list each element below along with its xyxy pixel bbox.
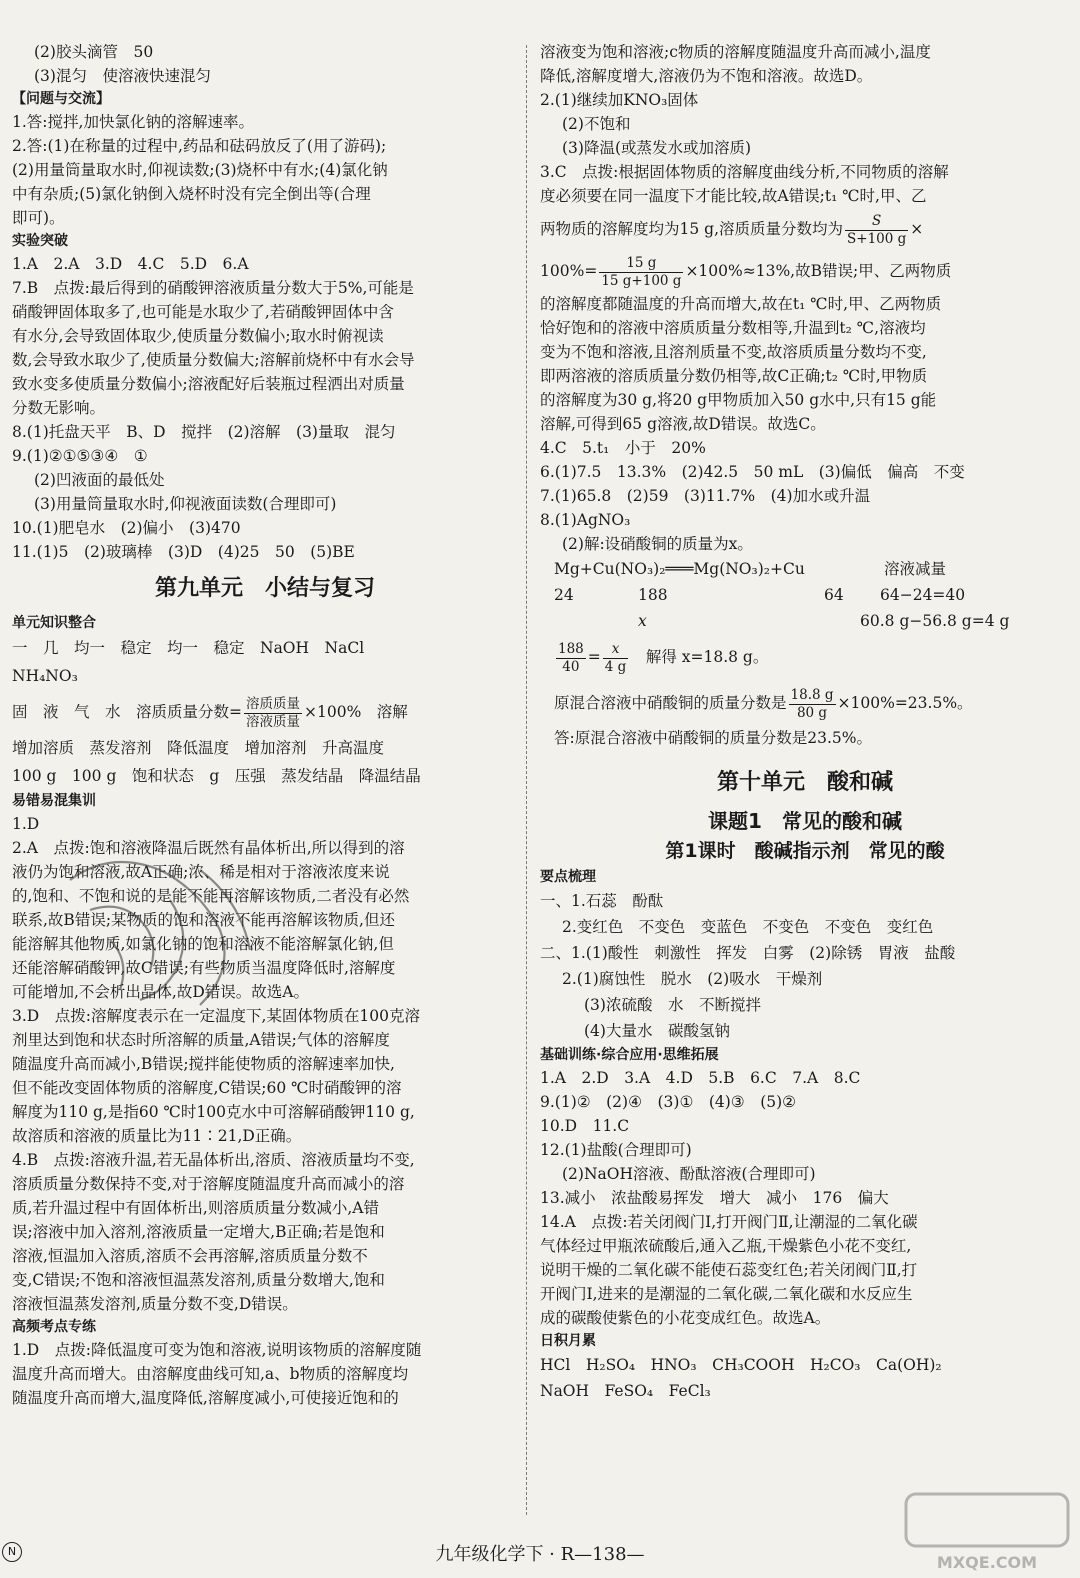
text-line: 溶液恒温蒸发溶剂,质量分数不变,D错误。	[12, 1295, 298, 1313]
page-corner-badge: N	[2, 1542, 22, 1562]
text-line: (2)解:设硝酸铜的质量为x。	[562, 535, 753, 553]
text-line: 一、1.石蕊 酚酞	[540, 892, 664, 910]
text-line: 解度为110 g,是指60 ℃时100克水中可溶解硝酸钾110 g,	[12, 1103, 415, 1121]
text-line: 有水分,会导致固体取少,使质量分数偏小;取水时俯视读	[12, 327, 384, 345]
text-line: 7.B 点拨:最后得到的硝酸钾溶液质量分数大于5%,可能是	[12, 279, 414, 297]
text-line: 气体经过甲瓶浓硫酸后,通入乙瓶,干燥紫色小花不变红,	[540, 1237, 912, 1255]
text-fragment: 固 液 气 水 溶质质量分数=	[12, 703, 242, 721]
fraction-numerator: 18.8 g	[790, 686, 834, 703]
text-line: 还能溶解硝酸钾,故C错误;有些物质当温度降低时,溶解度	[12, 959, 396, 977]
text-line: 恰好饱和的溶液中溶质质量分数相等,升温到t₂ ℃,溶液均	[540, 319, 926, 337]
text-line: 变,C错误;不饱和溶液恒温蒸发溶剂,质量分数增大,饱和	[12, 1271, 385, 1289]
text-fragment: 100%=	[540, 262, 598, 280]
solve-text: 解得 x=18.8 g。	[645, 648, 769, 666]
text-line: 可能增加,不会析出晶体,故D错误。故选A。	[12, 983, 309, 1001]
text-line: 1.A 2.D 3.A 4.D 5.B 6.C 7.A 8.C	[540, 1069, 861, 1087]
formula-line	[540, 680, 1070, 726]
text-line: 联系,故B错误;某物质的饱和溶液不能再溶解该物质,但还	[12, 911, 395, 929]
fraction	[556, 641, 586, 676]
text-line: 2.答:(1)在称量的过程中,药品和砝码放反了(用了游码);	[12, 137, 387, 155]
text-fragment: ×100%=23.5%。	[837, 694, 973, 712]
text-line: 7.(1)65.8 (2)59 (3)11.7% (4)加水或升温	[540, 487, 871, 505]
text-fragment: ×100%≈13%,故B错误;甲、乙两物质	[685, 262, 952, 280]
text-line: 增加溶质 蒸发溶剂 降低温度 增加溶剂 升高温度	[12, 739, 385, 757]
fraction	[789, 687, 836, 722]
right-column	[540, 40, 1070, 1404]
text-line: 13.减小 浓盐酸易挥发 增大 减小 176 偏大	[540, 1189, 889, 1207]
unknown-x: x	[638, 612, 647, 630]
unit-10-title: 第十单元 酸和碱	[716, 770, 893, 795]
molar-value: 64−24=40	[880, 586, 966, 604]
column-divider	[526, 45, 527, 1515]
text-line: 即两溶液的溶质质量分数仍相等,故C正确;t₂ ℃时,甲物质	[540, 367, 928, 385]
molar-value: 188	[638, 586, 668, 604]
text-line: 一 几 均一 稳定 均一 稳定 NaOH NaCl	[12, 639, 365, 657]
molar-mass-row	[540, 582, 1070, 608]
text-line: 变为不饱和溶液,且溶剂质量不变,故溶质质量分数均不变,	[540, 343, 927, 361]
section-heading-experiment: 实验突破	[12, 233, 68, 249]
text-line: 溶液,恒温加入溶质,溶质不会再溶解,溶质质量分数不	[12, 1247, 368, 1265]
text-line: 3.D 点拨:溶解度表示在一定温度下,某固体物质在100克溶	[12, 1007, 420, 1025]
text-line: 即可)。	[12, 209, 65, 227]
ratio-line: $\frac{188}{40}$ = $\frac{x}{4 g}$ 解得 x=18.8 g。	[558, 640, 769, 675]
section-heading-accumulation: 日积月累	[540, 1333, 596, 1349]
text-fragment: ×	[910, 220, 924, 238]
text-line: 剂里达到饱和状态时所溶解的质量,A错误;气体的溶解度	[12, 1031, 390, 1049]
text-line: 14.A 点拨:若关闭阀门Ⅰ,打开阀门Ⅱ,让潮湿的二氧化碳	[540, 1213, 918, 1231]
text-line: (4)大量水 碳酸氢钠	[584, 1022, 730, 1040]
text-line: (3)浓硫酸 水 不断搅拌	[584, 996, 761, 1014]
formula-line	[540, 208, 1070, 250]
text-line: 10.D 11.C	[540, 1117, 630, 1135]
text-line: 2.变红色 不变色 变蓝色 不变色 不变色 变红色	[562, 918, 934, 936]
fraction	[599, 255, 683, 290]
text-line: 的,饱和、不饱和说的是能不能再溶解该物质,二者没有必然	[12, 887, 410, 905]
fraction	[244, 696, 302, 731]
text-line: 8.(1)托盘天平 B、D 搅拌 (2)溶解 (3)量取 混匀	[12, 423, 396, 441]
text-line: 9.(1)② (2)④ (3)① (4)③ (5)②	[540, 1093, 797, 1111]
text-line: (3)降温(或蒸发水或加溶质)	[562, 139, 752, 157]
text-line: 开阀门Ⅰ,进来的是潮湿的二氧化碳,二氧化碳和水反应生	[540, 1285, 913, 1303]
fraction-denominator: 40	[562, 658, 580, 675]
period-title: 第1课时 酸碱指示剂 常见的酸	[665, 840, 945, 862]
fraction-denominator: 4 g	[604, 658, 627, 675]
text-line: 1.答:搅拌,加快氯化钠的溶解速率。	[12, 113, 254, 131]
text-fragment: 两物质的溶解度均为15 g,溶质质量分数均为	[540, 220, 844, 238]
text-line: 二、1.(1)酸性 刺激性 挥发 白雾 (2)除锈 胃液 盐酸	[540, 944, 956, 962]
fraction-denominator: 溶液质量	[246, 713, 300, 730]
fraction-denominator: S+100 g	[847, 230, 907, 247]
text-line: 质,若升温过程中有固体析出,则溶质质量分数减小,A错	[12, 1199, 379, 1217]
fraction	[845, 213, 908, 248]
text-line: 溶液变为饱和溶液;c物质的溶解度随温度升高而减小,温度	[540, 43, 931, 61]
text-line: 说明干燥的二氧化碳不能使石蕊变红色;若关闭阀门Ⅱ,打	[540, 1261, 918, 1279]
molar-value: 24	[554, 586, 574, 604]
reaction-equation: Mg+Cu(NO₃)₂═══Mg(NO₃)₂+Cu	[554, 560, 805, 578]
text-line: 4.C 5.t₁ 小于 20%	[540, 439, 706, 457]
answer-line: 答:原混合溶液中硝酸铜的质量分数是23.5%。	[554, 729, 872, 747]
text-fragment: ×100% 溶解	[304, 703, 408, 721]
text-line: 的溶解度都随温度的升高而增大,故在t₁ ℃时,甲、乙两物质	[540, 295, 942, 313]
section-heading-high-frequency: 高频考点专练	[12, 1319, 96, 1335]
page-footer: 九年级化学下 · R—138—	[435, 1544, 645, 1565]
text-line: (3)用量筒量取水时,仰视液面读数(合理即可)	[34, 495, 337, 513]
text-line: 但不能改变固体物质的溶解度,C错误;60 ℃时硝酸钾的溶	[12, 1079, 402, 1097]
text-line: 1.D	[12, 815, 40, 833]
unit-9-title: 第九单元 小结与复习	[154, 576, 375, 601]
text-fragment: 原混合溶液中硝酸铜的质量分数是	[554, 694, 787, 712]
section-heading-integration: 单元知识整合	[12, 615, 96, 631]
text-line: 致水变多使质量分数偏小;溶液配好后装瓶过程洒出对质量	[12, 375, 405, 393]
text-line: NH₄NO₃	[12, 667, 78, 685]
text-line: 8.(1)AgNO₃	[540, 511, 631, 529]
lesson-title: 课题1 常见的酸和碱	[708, 809, 902, 833]
text-line: NaOH FeSO₄ FeCl₃	[540, 1382, 711, 1400]
fraction-numerator: x	[603, 641, 629, 659]
text-line: (2)胶头滴管 50	[34, 43, 154, 61]
text-line: 2.A 点拨:饱和溶液降温后既然有晶体析出,所以得到的溶	[12, 839, 405, 857]
mass-difference: 60.8 g−56.8 g=4 g	[860, 612, 1010, 630]
section-heading-key-points: 要点梳理	[540, 869, 596, 885]
section-heading-basic-training: 基础训练·综合应用·思维拓展	[540, 1047, 719, 1063]
text-line: 数,会导致水取少了,使质量分数偏大;溶解前烧杯中有水会导	[12, 351, 415, 369]
text-line: 1.D 点拨:降低温度可变为饱和溶液,说明该物质的溶解度随	[12, 1341, 422, 1359]
text-line: 降低,溶解度增大,溶液仍为不饱和溶液。故选D。	[540, 67, 873, 85]
fraction-denominator: 80 g	[796, 704, 828, 721]
text-line: 2.(1)继续加KNO₃固体	[540, 91, 699, 109]
text-line: 度必须要在同一温度下才能比较,故A错误;t₁ ℃时,甲、乙	[540, 187, 927, 205]
text-line: 故溶质和溶液的质量比为11∶21,D正确。	[12, 1127, 302, 1145]
text-line: HCl H₂SO₄ HNO₃ CH₃COOH H₂CO₃ Ca(OH)₂	[540, 1356, 942, 1374]
text-line: 随温度升高而减小,B错误;搅拌能使物质的溶解速率加快,	[12, 1055, 395, 1073]
text-line: 12.(1)盐酸(合理即可)	[540, 1141, 692, 1159]
text-line: 2.(1)腐蚀性 脱水 (2)吸水 干燥剂	[562, 970, 823, 988]
molar-value: 64	[824, 586, 844, 604]
text-line: 11.(1)5 (2)玻璃棒 (3)D (4)25 50 (5)BE	[12, 543, 355, 561]
watermark-text: MXQE.COM	[936, 1553, 1038, 1572]
fraction	[603, 641, 629, 676]
reaction-equation-row	[540, 556, 1070, 582]
fraction-denominator: 15 g+100 g	[601, 272, 682, 289]
formula-line	[12, 690, 518, 734]
text-line: (2)用量筒量取水时,仰视读数;(3)烧杯中有水;(4)氯化钠	[12, 161, 388, 179]
reduction-label: 溶液减量	[884, 560, 947, 578]
fraction-numerator: 15 g	[599, 255, 683, 273]
text-line: 分数无影响。	[12, 399, 106, 417]
fraction-numerator: 溶质质量	[246, 695, 300, 712]
text-line: 1.A 2.A 3.D 4.C 5.D 6.A	[12, 255, 249, 273]
text-line: 成的碳酸使紫色的小花变成红色。故选A。	[540, 1309, 831, 1327]
text-line: (2)不饱和	[562, 115, 631, 133]
mass-row	[540, 608, 1070, 634]
text-line: 6.(1)7.5 13.3% (2)42.5 50 mL (3)偏低 偏高 不变	[540, 463, 965, 481]
fraction-numerator: S	[845, 213, 908, 231]
text-line: (2)NaOH溶液、酚酞溶液(合理即可)	[562, 1165, 816, 1183]
text-line: 中有杂质;(5)氯化钠倒入烧杯时没有完全倒出等(合理	[12, 185, 371, 203]
text-line: 硝酸钾固体取多了,也可能是水取少了,若硝酸钾固体中含	[12, 303, 394, 321]
text-line: 9.(1)②①⑤③④ ①	[12, 447, 148, 465]
text-line: 误;溶液中加入溶剂,溶液质量一定增大,B正确;若是饱和	[12, 1223, 385, 1241]
handwritten-stamp-icon	[50, 840, 280, 1030]
text-line: 随温度升高而增大,温度降低,溶解度减小,可使接近饱和的	[12, 1389, 399, 1407]
text-line: 的溶解度为30 g,将20 g甲物质加入50 g水中,只有15 g能	[540, 391, 937, 409]
section-heading-qa: 【问题与交流】	[12, 91, 110, 107]
text-line: 3.C 点拨:根据固体物质的溶解度曲线分析,不同物质的溶解	[540, 163, 949, 181]
left-column	[12, 40, 518, 1410]
text-line: (3)混匀 使溶液快速混匀	[34, 67, 211, 85]
text-line: 温度升高而增大。由溶解度曲线可知,a、b物质的溶解度均	[12, 1365, 409, 1383]
text-line: 溶质质量分数保持不变,对于溶解度随温度升高而减小的溶	[12, 1175, 405, 1193]
section-heading-errors: 易错易混集训	[12, 793, 96, 809]
formula-line	[540, 250, 1070, 292]
text-line: 100 g 100 g 饱和状态 g 压强 蒸发结晶 降温结晶	[12, 767, 421, 785]
text-line: 溶解,可得到65 g溶液,故D错误。故选C。	[540, 415, 826, 433]
text-line: (2)凹液面的最低处	[34, 471, 165, 489]
text-line: 10.(1)肥皂水 (2)偏小 (3)470	[12, 519, 241, 537]
text-line: 能溶解其他物质,如氯化钠的饱和溶液不能溶解氯化钠,但	[12, 935, 394, 953]
text-line: 液仍为饱和溶液,故A正确;浓、稀是相对于溶液浓度来说	[12, 863, 390, 881]
text-line: 4.B 点拨:溶液升温,若无晶体析出,溶质、溶液质量均不变,	[12, 1151, 415, 1169]
fraction-numerator: 188	[558, 640, 584, 657]
